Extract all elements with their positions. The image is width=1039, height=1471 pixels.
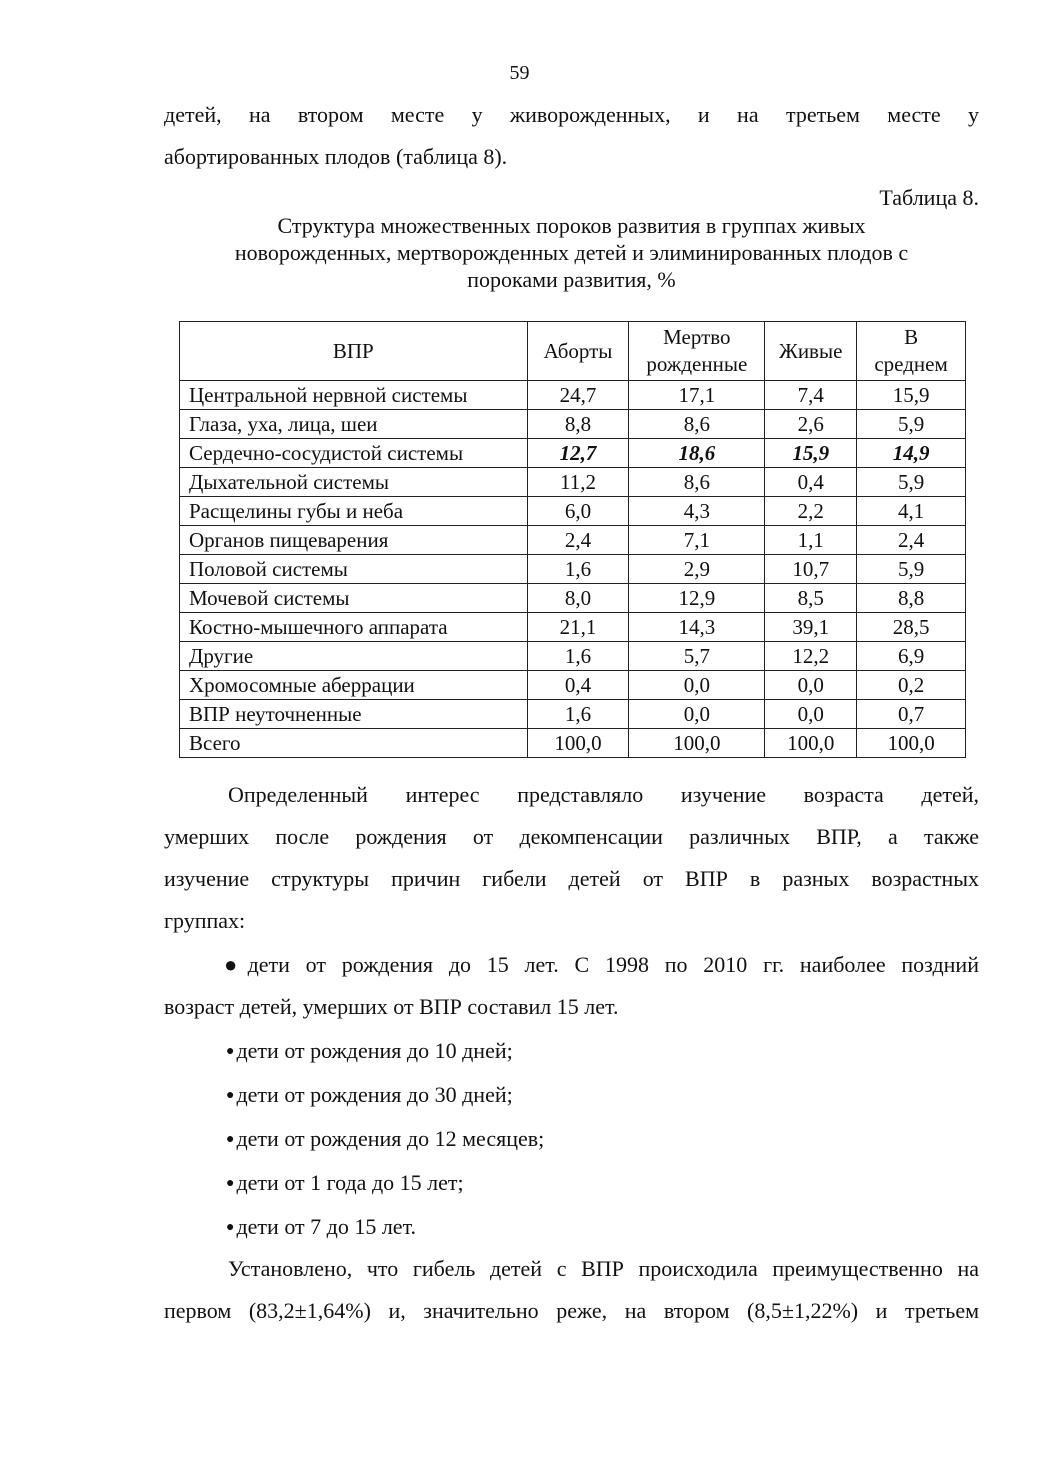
table-cell-still: 0,0 [629, 700, 765, 729]
table-cell-live: 8,5 [765, 584, 857, 613]
table-cell-name: Половой системы [180, 555, 528, 584]
table-cell-still: 18,6 [629, 439, 765, 468]
table-cell-name: Всего [180, 729, 528, 758]
bullet-3-text: дети от рождения до 30 дней; [236, 1082, 513, 1107]
table-cell-abort: 24,7 [527, 381, 629, 410]
table-cell-avg: 2,4 [857, 526, 966, 555]
table-cell-abort: 11,2 [527, 468, 629, 497]
table-cell-abort: 1,6 [527, 555, 629, 584]
bullet-dot-icon: ● [226, 1220, 235, 1235]
table-cell-avg: 5,9 [857, 468, 966, 497]
bullet-2-text: дети от рождения до 10 дней; [236, 1038, 513, 1063]
table-cell-still: 7,1 [629, 526, 765, 555]
table-cell-live: 12,2 [765, 642, 857, 671]
bullet-dot-icon: ● [224, 952, 248, 977]
table-title-line-1: Структура множественных пороков развития в группах живых [277, 213, 866, 238]
table-cell-live: 100,0 [765, 729, 857, 758]
table-cell-name: Хромосомные аберрации [180, 671, 528, 700]
table-row [180, 439, 966, 468]
bullet-1-line-2: возраст детей, умерших от ВПР составил 15 лет. [164, 994, 619, 1019]
table-cell-abort: 100,0 [527, 729, 629, 758]
table-cell-avg: 100,0 [857, 729, 966, 758]
header-average-line-2: среднем [874, 352, 948, 376]
intro-line-2: абортированных плодов (таблица 8). [164, 144, 508, 169]
bullet-2 [226, 1030, 513, 1073]
table-title-line-3: пороками развития, % [467, 267, 676, 292]
table-row [180, 410, 966, 439]
table-cell-abort: 8,0 [527, 584, 629, 613]
table-label: Таблица 8. [879, 185, 979, 210]
table-cell-name: Органов пищеварения [180, 526, 528, 555]
table-cell-avg: 6,9 [857, 642, 966, 671]
body-paragraph-3 [164, 1248, 979, 1332]
table-cell-abort: 12,7 [527, 439, 629, 468]
intro-paragraph [164, 94, 979, 178]
table-cell-avg: 15,9 [857, 381, 966, 410]
table-cell-name: Мочевой системы [180, 584, 528, 613]
table-cell-name: ВПР неуточненные [180, 700, 528, 729]
table-cell-avg: 0,2 [857, 671, 966, 700]
bullet-dot-icon: ● [226, 1176, 235, 1191]
bullet-6-text: дети от 7 до 15 лет. [236, 1214, 417, 1239]
table-cell-still: 8,6 [629, 468, 765, 497]
table-row [180, 613, 966, 642]
table-row [180, 642, 966, 671]
body-paragraph-2 [164, 774, 979, 942]
table-row [180, 729, 966, 758]
table-row [180, 700, 966, 729]
table-cell-live: 1,1 [765, 526, 857, 555]
bullet-3 [226, 1074, 513, 1117]
table-title [164, 212, 979, 293]
table-row [180, 497, 966, 526]
table-header-row [180, 322, 966, 381]
para3-line-2: первом (83,2±1,64%) и, значительно реже, на втором (8,5±1,22%) и третьем [164, 1298, 979, 1323]
para2-line-4: группах: [164, 908, 246, 933]
table-cell-avg: 0,7 [857, 700, 966, 729]
table-cell-abort: 1,6 [527, 642, 629, 671]
table-cell-still: 100,0 [629, 729, 765, 758]
page-number: 59 [509, 62, 530, 84]
table-cell-name: Глаза, уха, лица, шеи [180, 410, 528, 439]
para3-line-1: Установлено, что гибель детей с ВПР происходила преимущественно на [228, 1256, 979, 1281]
malformation-table [179, 321, 966, 758]
table-cell-avg: 28,5 [857, 613, 966, 642]
table-cell-abort: 0,4 [527, 671, 629, 700]
table-cell-name: Дыхательной системы [180, 468, 528, 497]
table-body [180, 381, 966, 758]
table-cell-abort: 21,1 [527, 613, 629, 642]
table-cell-still: 12,9 [629, 584, 765, 613]
table-cell-avg: 14,9 [857, 439, 966, 468]
header-live: Живые [765, 322, 857, 381]
table-cell-still: 4,3 [629, 497, 765, 526]
table-cell-avg: 4,1 [857, 497, 966, 526]
table-cell-avg: 5,9 [857, 555, 966, 584]
bullet-4 [226, 1118, 544, 1161]
table-cell-live: 2,2 [765, 497, 857, 526]
header-stillborn-line-2: рожденные [646, 352, 748, 376]
table-cell-abort: 1,6 [527, 700, 629, 729]
bullet-5 [226, 1162, 464, 1205]
para2-line-2: умерших после рождения от декомпенсации различных ВПР, а также [164, 824, 979, 849]
table-cell-still: 0,0 [629, 671, 765, 700]
table-cell-live: 7,4 [765, 381, 857, 410]
bullet-dot-icon: ● [226, 1088, 235, 1103]
table-cell-avg: 8,8 [857, 584, 966, 613]
table-cell-live: 10,7 [765, 555, 857, 584]
table-cell-still: 14,3 [629, 613, 765, 642]
bullet-6 [226, 1206, 416, 1249]
table-cell-still: 8,6 [629, 410, 765, 439]
para2-line-1: Определенный интерес представляло изучение возраста детей, [228, 782, 979, 807]
table-cell-live: 0,4 [765, 468, 857, 497]
header-vpr: ВПР [180, 322, 528, 381]
table-cell-still: 2,9 [629, 555, 765, 584]
bullet-dot-icon: ● [226, 1044, 235, 1059]
table-row [180, 526, 966, 555]
table-row [180, 381, 966, 410]
table-cell-live: 15,9 [765, 439, 857, 468]
table-cell-live: 0,0 [765, 671, 857, 700]
table-cell-name: Сердечно-сосудистой системы [180, 439, 528, 468]
table-row [180, 671, 966, 700]
header-stillborn [629, 322, 765, 381]
table-cell-name: Костно-мышечного аппарата [180, 613, 528, 642]
table-cell-abort: 2,4 [527, 526, 629, 555]
header-average-line-1: В [904, 325, 919, 349]
table-cell-live: 39,1 [765, 613, 857, 642]
table-cell-abort: 6,0 [527, 497, 629, 526]
table-cell-name: Центральной нервной системы [180, 381, 528, 410]
table-row [180, 468, 966, 497]
bullet-1-text: дети от рождения до 15 лет. С 1998 по 2010 гг. наиболее поздний [247, 952, 979, 977]
para2-line-3: изучение структуры причин гибели детей от ВПР в разных возрастных [164, 866, 979, 891]
bullet-dot-icon: ● [226, 1132, 235, 1147]
bullet-1 [164, 944, 979, 1028]
table-cell-live: 2,6 [765, 410, 857, 439]
header-average [857, 322, 966, 381]
table-row [180, 555, 966, 584]
table-cell-abort: 8,8 [527, 410, 629, 439]
table-cell-name: Расщелины губы и неба [180, 497, 528, 526]
table-cell-still: 5,7 [629, 642, 765, 671]
bullet-1-line-1 [164, 944, 979, 986]
bullet-4-text: дети от рождения до 12 месяцев; [236, 1126, 545, 1151]
table-title-line-2: новорожденных, мертворожденных детей и элиминированных плодов с [234, 240, 909, 265]
table-cell-avg: 5,9 [857, 410, 966, 439]
table-cell-still: 17,1 [629, 381, 765, 410]
header-stillborn-line-1: Мертво [663, 325, 731, 349]
table-cell-name: Другие [180, 642, 528, 671]
bullet-5-text: дети от 1 года до 15 лет; [236, 1170, 464, 1195]
table-cell-live: 0,0 [765, 700, 857, 729]
table-row [180, 584, 966, 613]
header-abortions: Аборты [527, 322, 629, 381]
intro-line-1: детей, на втором месте у живорожденных, и на третьем месте у [164, 102, 979, 127]
